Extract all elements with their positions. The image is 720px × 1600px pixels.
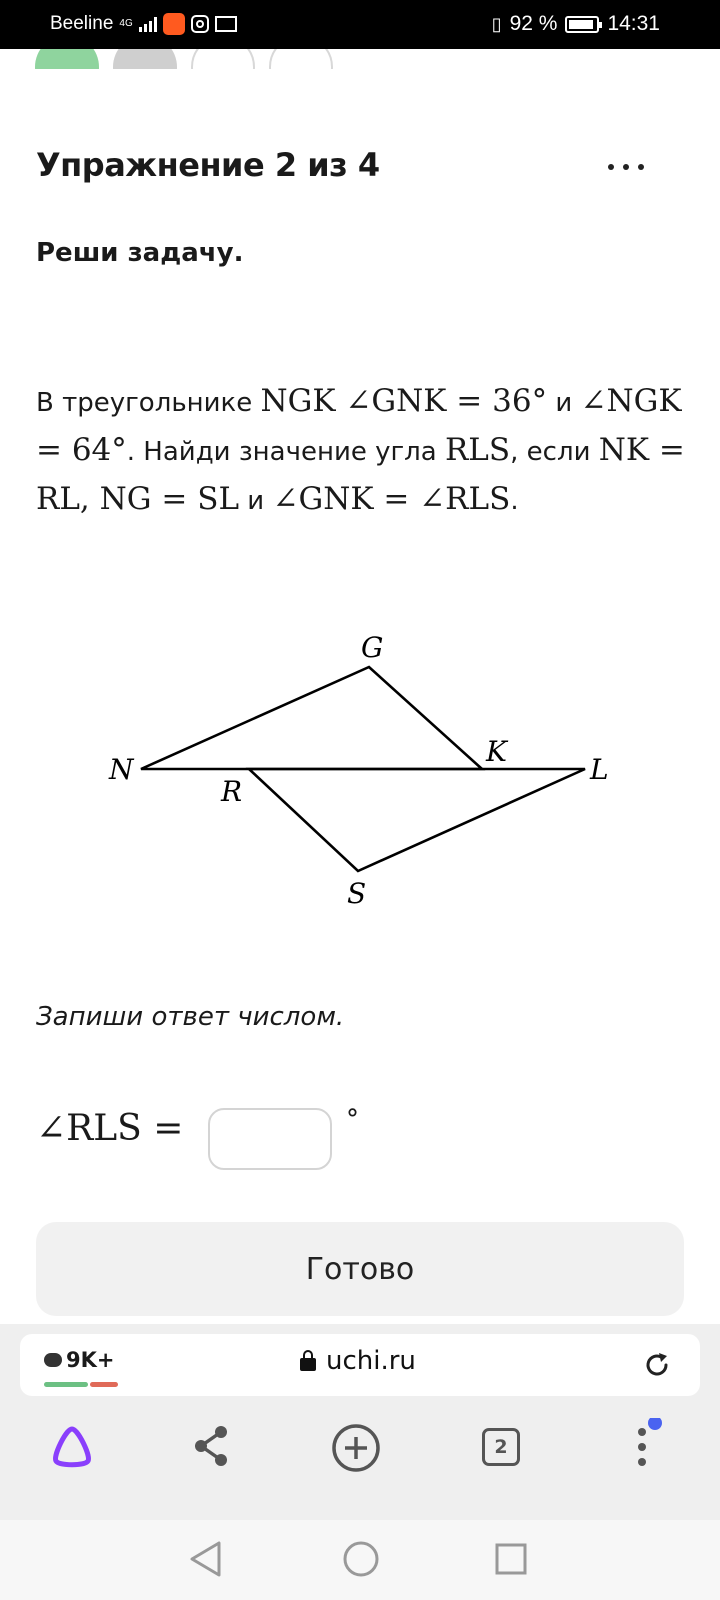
label-g: G [361,631,384,664]
comment-count: 9K+ [66,1348,115,1372]
reload-icon[interactable] [642,1350,672,1384]
problem-text-part: , если [510,437,599,467]
back-icon[interactable] [188,1540,224,1582]
vibrate-icon: ▯ [491,13,502,34]
browser-bar [0,1324,720,1520]
math-expression: RLS [444,432,511,468]
rating-bar-positive [44,1382,88,1387]
lock-icon [300,1358,316,1371]
step-dot-3[interactable] [191,49,255,69]
app-notification-icon [163,13,185,35]
problem-text-part: В треугольнике [36,388,261,418]
problem-text-part: . [510,486,519,516]
answer-input[interactable] [208,1108,332,1170]
label-k: K [486,735,507,768]
exercise-title: Упражнение 2 из 4 [36,146,380,184]
rating-bar-negative [90,1382,118,1387]
step-dot-4[interactable] [269,49,333,69]
plus-circle-icon[interactable] [330,1424,382,1480]
menu-dots-icon[interactable] [628,1418,664,1478]
status-bar [0,0,720,49]
triangle-rls [249,769,585,871]
url-display[interactable] [300,1346,416,1376]
browser-toolbar [0,1408,720,1498]
problem-text-part: и [547,388,581,418]
degree-sign: ° [346,1105,359,1135]
battery-percent: 92 % [509,12,558,35]
done-button[interactable]: Готово [36,1222,684,1316]
instruction: Реши задачу. [36,238,244,268]
label-r: R [221,775,243,808]
geometry-figure [95,625,635,915]
network-type: 4G [119,18,133,29]
alice-icon[interactable] [48,1424,96,1474]
answer-hint: Запиши ответ числом. [36,1002,345,1032]
triangle-ngk [141,667,482,769]
share-icon[interactable] [192,1424,232,1472]
mail-icon [215,16,237,32]
problem-text-part: и [239,486,273,516]
math-expression: NK = RL, NG = SL [36,432,685,517]
step-dot-2[interactable] [113,49,177,69]
notification-dot [648,1418,662,1430]
address-bar[interactable] [20,1334,700,1396]
system-nav-bar [0,1520,720,1600]
url-text: uchi.ru [326,1346,416,1376]
step-progress [0,49,720,69]
signal-icon [139,16,157,32]
comments-button[interactable] [44,1348,114,1372]
math-expression: ∠GNK = ∠RLS [272,481,511,517]
label-s: S [347,877,367,910]
battery-icon [565,16,599,33]
recents-icon[interactable] [494,1542,528,1580]
clock: 14:31 [607,12,660,35]
carrier-name: Beeline [50,13,114,34]
tabs-icon[interactable] [482,1428,520,1466]
label-l: L [590,753,609,786]
instagram-icon [191,15,209,33]
math-expression: NGK ∠GNK = 36° [260,383,548,419]
problem-text [36,378,686,525]
step-dot-1[interactable] [35,49,99,69]
home-icon[interactable] [342,1540,380,1582]
label-n: N [109,753,134,786]
chat-icon [44,1353,62,1367]
problem-text-part: . Найди значение угла [126,437,445,467]
math-expression: ∠NGK = 64° [36,383,682,468]
tab-count: 2 [482,1428,520,1466]
answer-label: ∠RLS = [36,1108,184,1149]
more-dots-icon[interactable] [604,152,648,182]
